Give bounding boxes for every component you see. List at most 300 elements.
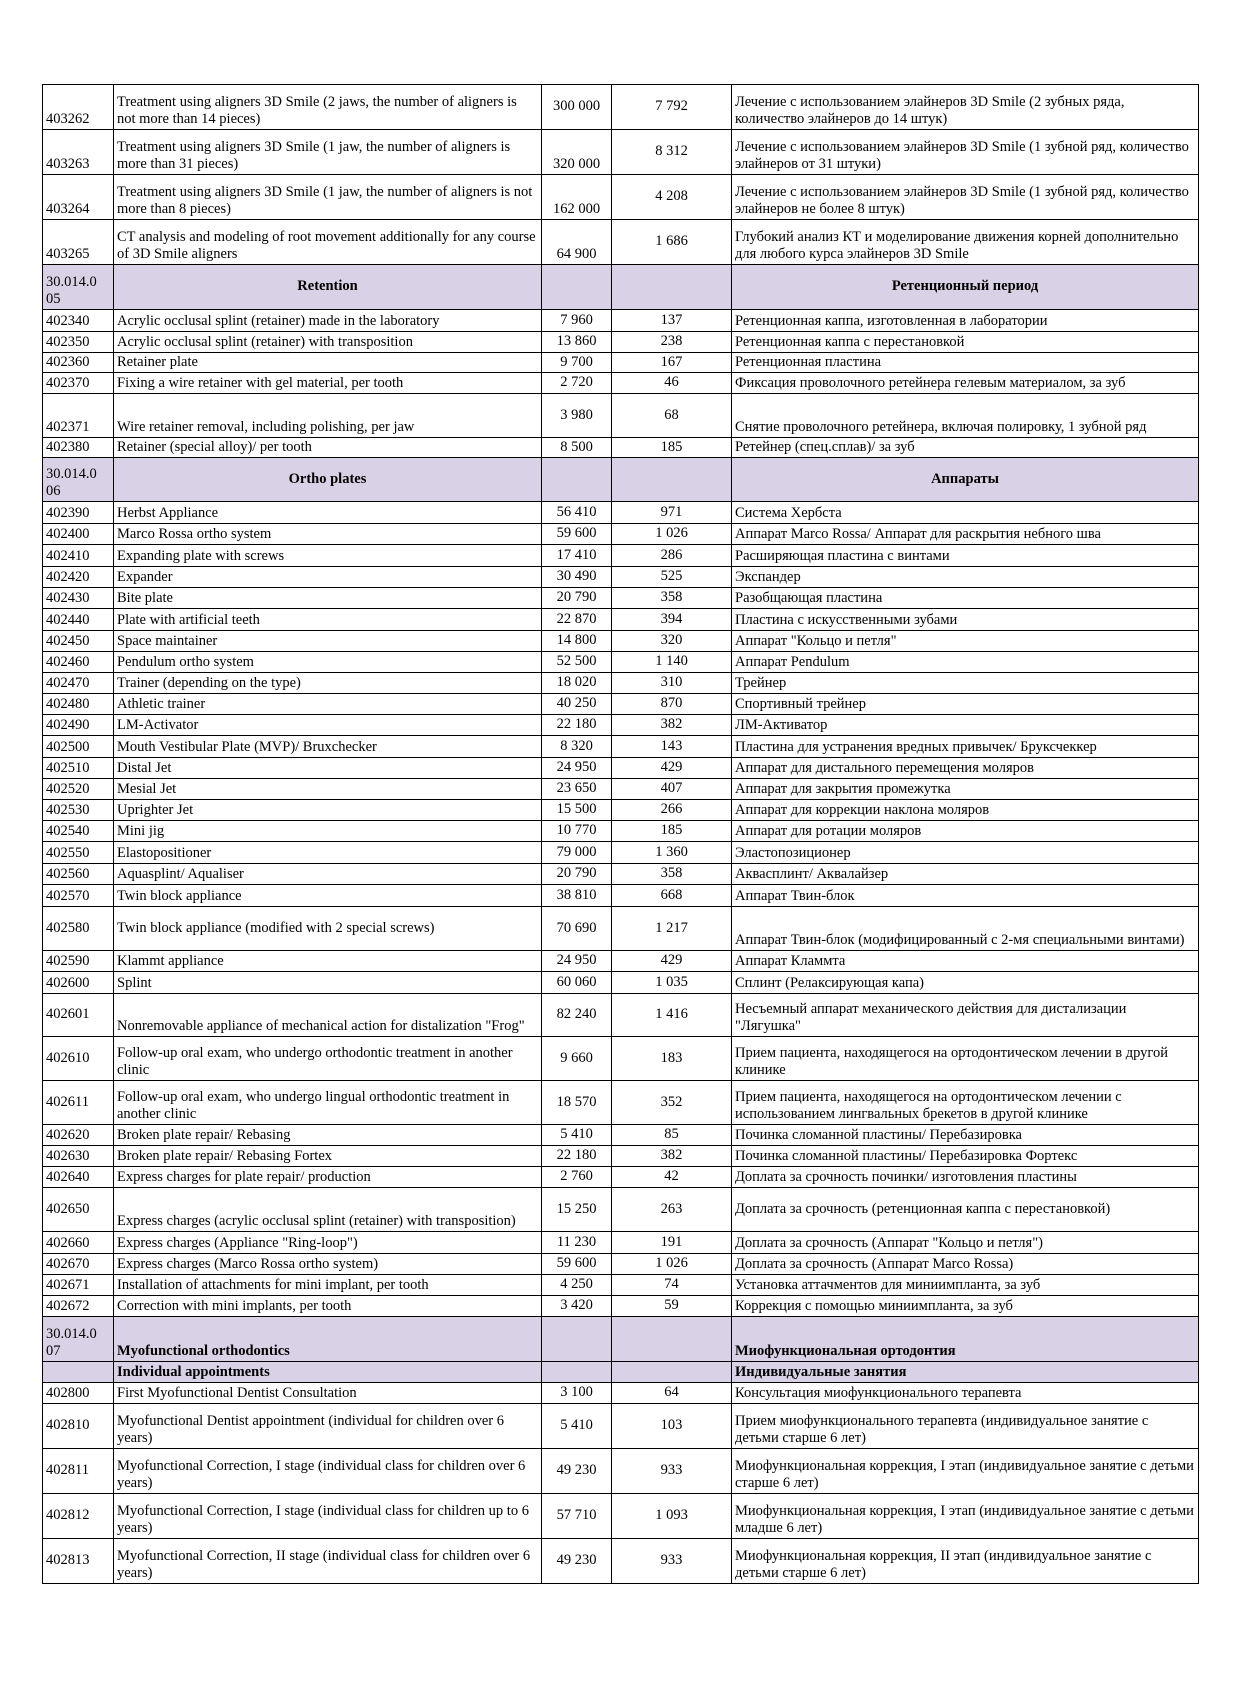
service-code-cell: 402410 xyxy=(43,545,114,567)
service-name-ru-cell: Аппарат Кламмта xyxy=(732,951,1199,972)
table-row xyxy=(43,1188,1199,1232)
service-code-cell: 402630 xyxy=(43,1146,114,1167)
table-row xyxy=(43,842,1199,864)
service-code-cell: 403265 xyxy=(43,220,114,265)
price-kzt-cell: 9 700 xyxy=(542,353,612,373)
service-name-en-cell: Herbst Appliance xyxy=(114,502,542,524)
service-name-ru-cell: Миофункциональная коррекция, I этап (индивидуальное занятие с детьми младше 6 лет) xyxy=(732,1494,1199,1539)
table-row xyxy=(43,394,1199,438)
price-kzt-cell: 24 950 xyxy=(542,758,612,779)
table-row xyxy=(43,588,1199,609)
table-row xyxy=(43,1232,1199,1254)
service-name-en-cell: Uprighter Jet xyxy=(114,800,542,821)
service-name-en-cell: Myofunctional Dentist appointment (individual for children over 6 years) xyxy=(114,1404,542,1449)
service-name-ru-cell: Трейнер xyxy=(732,673,1199,694)
service-name-ru-cell: Ретенционная пластина xyxy=(732,353,1199,373)
service-name-en-cell: Treatment using aligners 3D Smile (1 jaw, the number of aligners is more than 31 pieces) xyxy=(114,130,542,175)
price-usd-cell: 1 686 xyxy=(612,220,732,265)
service-code-cell: 402400 xyxy=(43,524,114,545)
service-code-cell: 402671 xyxy=(43,1275,114,1296)
price-usd-cell: 382 xyxy=(612,1146,732,1167)
price-kzt-cell: 10 770 xyxy=(542,821,612,842)
service-name-ru-cell: Аппарат для коррекции наклона моляров xyxy=(732,800,1199,821)
table-row xyxy=(43,972,1199,994)
price-kzt-cell: 60 060 xyxy=(542,972,612,994)
service-name-ru-cell: Ретенционная каппа с перестановкой xyxy=(732,332,1199,353)
service-name-ru-cell: Лечение с использованием элайнеров 3D Smile (1 зубной ряд, количество элайнеров от 31 штуки) xyxy=(732,130,1199,175)
table-row xyxy=(43,332,1199,353)
table-row xyxy=(43,758,1199,779)
table-row xyxy=(43,821,1199,842)
price-usd-cell: 407 xyxy=(612,779,732,800)
service-name-en-cell: Ortho plates xyxy=(114,458,542,502)
price-kzt-cell: 40 250 xyxy=(542,694,612,715)
price-usd-cell: 143 xyxy=(612,736,732,758)
price-usd-cell: 1 416 xyxy=(612,994,732,1037)
price-usd-cell xyxy=(612,265,732,310)
table-row xyxy=(43,1125,1199,1146)
price-usd-cell: 42 xyxy=(612,1167,732,1188)
service-code-cell: 402350 xyxy=(43,332,114,353)
service-name-en-cell: Athletic trainer xyxy=(114,694,542,715)
service-code-cell: 402530 xyxy=(43,800,114,821)
service-name-ru-cell: Несъемный аппарат механического действия для дистализации "Лягушка" xyxy=(732,994,1199,1037)
price-kzt-cell: 17 410 xyxy=(542,545,612,567)
service-code-cell: 402590 xyxy=(43,951,114,972)
table-row xyxy=(43,438,1199,458)
price-usd-cell: 394 xyxy=(612,609,732,631)
price-kzt-cell: 8 320 xyxy=(542,736,612,758)
service-name-ru-cell: Аппарат для дистального перемещения моляров xyxy=(732,758,1199,779)
price-usd-cell: 525 xyxy=(612,567,732,588)
price-kzt-cell: 20 790 xyxy=(542,864,612,885)
service-code-cell: 402380 xyxy=(43,438,114,458)
service-code-cell: 402813 xyxy=(43,1539,114,1584)
service-name-en-cell: Express charges for plate repair/ production xyxy=(114,1167,542,1188)
service-name-en-cell: Treatment using aligners 3D Smile (1 jaw, the number of aligners is not more than 8 pieces) xyxy=(114,175,542,220)
service-name-ru-cell: Снятие проволочного ретейнера, включая полировку, 1 зубной ряд xyxy=(732,394,1199,438)
price-usd-cell: 429 xyxy=(612,951,732,972)
price-kzt-cell: 57 710 xyxy=(542,1494,612,1539)
price-usd-cell: 933 xyxy=(612,1539,732,1584)
service-code-cell: 402812 xyxy=(43,1494,114,1539)
service-code-cell: 402610 xyxy=(43,1037,114,1081)
service-code-cell: 402540 xyxy=(43,821,114,842)
price-kzt-cell: 4 250 xyxy=(542,1275,612,1296)
service-name-en-cell: LM-Activator xyxy=(114,715,542,736)
service-name-ru-cell: Доплата за срочность (Аппарат "Кольцо и петля") xyxy=(732,1232,1199,1254)
price-kzt-cell: 49 230 xyxy=(542,1539,612,1584)
service-name-en-cell: Express charges (Appliance "Ring-loop") xyxy=(114,1232,542,1254)
service-name-en-cell: Marco Rossa ortho system xyxy=(114,524,542,545)
service-code-cell: 402560 xyxy=(43,864,114,885)
price-usd-cell: 185 xyxy=(612,438,732,458)
service-name-ru-cell: Аппарат Твин-блок xyxy=(732,885,1199,907)
table-row xyxy=(43,85,1199,130)
service-code-cell: 402430 xyxy=(43,588,114,609)
service-name-ru-cell: Доплата за срочность (ретенционная каппа с перестановкой) xyxy=(732,1188,1199,1232)
service-code-cell: 402810 xyxy=(43,1404,114,1449)
price-kzt-cell: 18 570 xyxy=(542,1081,612,1125)
service-name-en-cell: Follow-up oral exam, who undergo lingual orthodontic treatment in another clinic xyxy=(114,1081,542,1125)
service-name-ru-cell: Расширяющая пластина с винтами xyxy=(732,545,1199,567)
service-name-en-cell: Myofunctional Correction, I stage (individual class for children up to 6 years) xyxy=(114,1494,542,1539)
service-code-cell: 402601 xyxy=(43,994,114,1037)
service-code-cell: 402440 xyxy=(43,609,114,631)
service-name-ru-cell: Ретенционная каппа, изготовленная в лаборатории xyxy=(732,310,1199,332)
service-name-ru-cell: Коррекция с помощью миниимпланта, за зуб xyxy=(732,1296,1199,1317)
table-row xyxy=(43,994,1199,1037)
price-usd-cell: 191 xyxy=(612,1232,732,1254)
price-usd-cell: 68 xyxy=(612,394,732,438)
price-kzt-cell: 5 410 xyxy=(542,1404,612,1449)
price-kzt-cell: 22 870 xyxy=(542,609,612,631)
service-code-cell: 402480 xyxy=(43,694,114,715)
price-kzt-cell: 59 600 xyxy=(542,524,612,545)
service-name-ru-cell: Аппарат "Кольцо и петля" xyxy=(732,631,1199,652)
price-usd-cell: 8 312 xyxy=(612,130,732,175)
table-row xyxy=(43,1081,1199,1125)
service-code-cell: 402811 xyxy=(43,1449,114,1494)
price-kzt-cell: 9 660 xyxy=(542,1037,612,1081)
service-name-en-cell: Bite plate xyxy=(114,588,542,609)
table-row xyxy=(43,800,1199,821)
price-kzt-cell xyxy=(542,265,612,310)
price-kzt-cell: 20 790 xyxy=(542,588,612,609)
price-usd-cell: 137 xyxy=(612,310,732,332)
service-code-cell: 402570 xyxy=(43,885,114,907)
service-name-en-cell: Installation of attachments for mini implant, per tooth xyxy=(114,1275,542,1296)
service-name-ru-cell: Аппарат для ротации моляров xyxy=(732,821,1199,842)
service-name-en-cell: Myofunctional orthodontics xyxy=(114,1317,542,1362)
table-row xyxy=(43,220,1199,265)
service-name-ru-cell: Прием пациента, находящегося на ортодонтическом лечении в другой клинике xyxy=(732,1037,1199,1081)
service-code-cell: 402390 xyxy=(43,502,114,524)
service-name-ru-cell: Починка сломанной пластины/ Перебазировка xyxy=(732,1125,1199,1146)
service-name-ru-cell: Починка сломанной пластины/ Перебазировка Фортекс xyxy=(732,1146,1199,1167)
service-name-en-cell: Express charges (acrylic occlusal splint (retainer) with transposition) xyxy=(114,1188,542,1232)
price-usd-cell: 1 217 xyxy=(612,907,732,951)
service-code-cell: 30.014.0 06 xyxy=(43,458,114,502)
table-row xyxy=(43,736,1199,758)
service-name-en-cell: Klammt appliance xyxy=(114,951,542,972)
service-name-en-cell: Fixing a wire retainer with gel material, per tooth xyxy=(114,373,542,394)
service-code-cell: 402340 xyxy=(43,310,114,332)
price-usd-cell: 358 xyxy=(612,588,732,609)
price-usd-cell: 933 xyxy=(612,1449,732,1494)
table-row xyxy=(43,1254,1199,1275)
service-name-ru-cell: Система Хербста xyxy=(732,502,1199,524)
section-row xyxy=(43,265,1199,310)
service-code-cell: 402370 xyxy=(43,373,114,394)
service-code-cell: 402660 xyxy=(43,1232,114,1254)
service-code-cell: 402650 xyxy=(43,1188,114,1232)
price-kzt-cell: 2 760 xyxy=(542,1167,612,1188)
table-row xyxy=(43,1383,1199,1404)
table-row xyxy=(43,652,1199,673)
price-usd-cell: 382 xyxy=(612,715,732,736)
service-name-en-cell: Space maintainer xyxy=(114,631,542,652)
service-code-cell: 402371 xyxy=(43,394,114,438)
service-code-cell: 402470 xyxy=(43,673,114,694)
price-usd-cell: 286 xyxy=(612,545,732,567)
price-usd-cell: 4 208 xyxy=(612,175,732,220)
price-usd-cell: 46 xyxy=(612,373,732,394)
service-name-ru-cell: Разобщающая пластина xyxy=(732,588,1199,609)
price-kzt-cell: 300 000 xyxy=(542,85,612,130)
service-name-ru-cell: Аппарат Твин-блок (модифицированный с 2-мя специальными винтами) xyxy=(732,907,1199,951)
price-kzt-cell: 56 410 xyxy=(542,502,612,524)
price-usd-cell: 7 792 xyxy=(612,85,732,130)
service-code-cell: 402600 xyxy=(43,972,114,994)
service-name-ru-cell: Фиксация проволочного ретейнера гелевым материалом, за зуб xyxy=(732,373,1199,394)
service-name-en-cell: Splint xyxy=(114,972,542,994)
service-name-en-cell: Distal Jet xyxy=(114,758,542,779)
service-code-cell: 403263 xyxy=(43,130,114,175)
price-kzt-cell: 3 420 xyxy=(542,1296,612,1317)
price-usd-cell xyxy=(612,458,732,502)
price-usd-cell: 238 xyxy=(612,332,732,353)
service-name-en-cell: Broken plate repair/ Rebasing xyxy=(114,1125,542,1146)
price-kzt-cell: 23 650 xyxy=(542,779,612,800)
table-row xyxy=(43,609,1199,631)
price-kzt-cell xyxy=(542,1362,612,1383)
service-code-cell: 30.014.0 05 xyxy=(43,265,114,310)
service-code-cell: 402420 xyxy=(43,567,114,588)
service-name-ru-cell: Глубокий анализ КТ и моделирование движения корней дополнительно для любого курса элайнеров 3D Smile xyxy=(732,220,1199,265)
service-code-cell: 402520 xyxy=(43,779,114,800)
price-usd-cell: 266 xyxy=(612,800,732,821)
service-name-ru-cell: Экспандер xyxy=(732,567,1199,588)
service-name-ru-cell: Консультация миофункционального терапевта xyxy=(732,1383,1199,1404)
price-usd-cell: 74 xyxy=(612,1275,732,1296)
price-usd-cell: 1 140 xyxy=(612,652,732,673)
price-kzt-cell: 11 230 xyxy=(542,1232,612,1254)
price-usd-cell: 59 xyxy=(612,1296,732,1317)
service-name-ru-cell: Миофункциональная коррекция, I этап (индивидуальное занятие с детьми старше 6 лет) xyxy=(732,1449,1199,1494)
service-name-en-cell: Follow-up oral exam, who undergo orthodontic treatment in another clinic xyxy=(114,1037,542,1081)
table-row xyxy=(43,1449,1199,1494)
service-name-en-cell: Twin block appliance xyxy=(114,885,542,907)
service-code-cell: 403262 xyxy=(43,85,114,130)
price-kzt-cell: 13 860 xyxy=(542,332,612,353)
price-kzt-cell: 5 410 xyxy=(542,1125,612,1146)
table-row xyxy=(43,951,1199,972)
service-name-ru-cell: Аппарат для закрытия промежутка xyxy=(732,779,1199,800)
section-row xyxy=(43,1362,1199,1383)
service-name-ru-cell: Ретенционный период xyxy=(732,265,1199,310)
table-row xyxy=(43,373,1199,394)
table-row xyxy=(43,1146,1199,1167)
service-name-en-cell: Myofunctional Correction, II stage (individual class for children over 6 years) xyxy=(114,1539,542,1584)
service-name-en-cell: Expanding plate with screws xyxy=(114,545,542,567)
service-name-ru-cell: Индивидуальные занятия xyxy=(732,1362,1199,1383)
table-row xyxy=(43,673,1199,694)
service-code-cell: 402360 xyxy=(43,353,114,373)
service-name-ru-cell: Доплата за срочность (Аппарат Marco Rossa) xyxy=(732,1254,1199,1275)
service-name-ru-cell: Пластина для устранения вредных привычек/ Бруксчеккер xyxy=(732,736,1199,758)
table-row xyxy=(43,1296,1199,1317)
service-name-en-cell: Trainer (depending on the type) xyxy=(114,673,542,694)
price-usd-cell: 85 xyxy=(612,1125,732,1146)
table-row xyxy=(43,631,1199,652)
service-name-ru-cell: Доплата за срочность починки/ изготовления пластины xyxy=(732,1167,1199,1188)
service-name-en-cell: Mini jig xyxy=(114,821,542,842)
price-usd-cell: 103 xyxy=(612,1404,732,1449)
service-code-cell: 402490 xyxy=(43,715,114,736)
price-kzt-cell xyxy=(542,1317,612,1362)
service-code-cell: 402580 xyxy=(43,907,114,951)
service-name-ru-cell: Лечение с использованием элайнеров 3D Smile (1 зубной ряд, количество элайнеров не более 8 штук) xyxy=(732,175,1199,220)
service-name-en-cell: Treatment using aligners 3D Smile (2 jaws, the number of aligners is not more than 14 pieces) xyxy=(114,85,542,130)
service-name-en-cell: Expander xyxy=(114,567,542,588)
service-name-en-cell: Wire retainer removal, including polishing, per jaw xyxy=(114,394,542,438)
service-name-ru-cell: Прием пациента, находящегося на ортодонтическом лечении с использованием лингвальных брекетов в другой клинике xyxy=(732,1081,1199,1125)
price-list-table xyxy=(42,84,1199,1584)
table-row xyxy=(43,130,1199,175)
service-name-ru-cell: Лечение с использованием элайнеров 3D Smile (2 зубных ряда, количество элайнеров до 14 штук) xyxy=(732,85,1199,130)
service-name-en-cell: Pendulum ortho system xyxy=(114,652,542,673)
price-usd-cell: 1 093 xyxy=(612,1494,732,1539)
table-row xyxy=(43,353,1199,373)
table-row xyxy=(43,1167,1199,1188)
service-name-ru-cell: Аппарат Marco Rossa/ Аппарат для раскрытия небного шва xyxy=(732,524,1199,545)
price-kzt-cell: 30 490 xyxy=(542,567,612,588)
price-kzt-cell: 3 100 xyxy=(542,1383,612,1404)
service-name-ru-cell: Сплинт (Релаксирующая капа) xyxy=(732,972,1199,994)
service-code-cell: 402672 xyxy=(43,1296,114,1317)
price-kzt-cell: 22 180 xyxy=(542,1146,612,1167)
service-code-cell: 402500 xyxy=(43,736,114,758)
table-row xyxy=(43,524,1199,545)
price-usd-cell xyxy=(612,1317,732,1362)
service-name-en-cell: Individual appointments xyxy=(114,1362,542,1383)
price-kzt-cell: 49 230 xyxy=(542,1449,612,1494)
service-name-en-cell: Myofunctional Correction, I stage (individual class for children over 6 years) xyxy=(114,1449,542,1494)
price-usd-cell: 183 xyxy=(612,1037,732,1081)
service-name-en-cell: Correction with mini implants, per tooth xyxy=(114,1296,542,1317)
service-name-en-cell: Mouth Vestibular Plate (MVP)/ Bruxchecker xyxy=(114,736,542,758)
price-kzt-cell: 22 180 xyxy=(542,715,612,736)
table-row xyxy=(43,885,1199,907)
service-code-cell: 402800 xyxy=(43,1383,114,1404)
service-name-en-cell: Elastopositioner xyxy=(114,842,542,864)
service-name-en-cell: Acrylic occlusal splint (retainer) made in the laboratory xyxy=(114,310,542,332)
table-row xyxy=(43,545,1199,567)
table-row xyxy=(43,715,1199,736)
service-name-en-cell: Acrylic occlusal splint (retainer) with transposition xyxy=(114,332,542,353)
price-kzt-cell: 79 000 xyxy=(542,842,612,864)
table-row xyxy=(43,864,1199,885)
price-usd-cell: 870 xyxy=(612,694,732,715)
price-usd-cell: 1 360 xyxy=(612,842,732,864)
service-name-ru-cell: Ретейнер (спец.сплав)/ за зуб xyxy=(732,438,1199,458)
service-code-cell: 402460 xyxy=(43,652,114,673)
service-name-en-cell: Nonremovable appliance of mechanical action for distalization "Frog" xyxy=(114,994,542,1037)
section-row xyxy=(43,458,1199,502)
price-usd-cell: 310 xyxy=(612,673,732,694)
service-code-cell: 402670 xyxy=(43,1254,114,1275)
table-row xyxy=(43,907,1199,951)
service-name-ru-cell: Миофункциональная коррекция, II этап (индивидуальное занятие с детьми старше 6 лет) xyxy=(732,1539,1199,1584)
price-kzt-cell xyxy=(542,458,612,502)
table-row xyxy=(43,1037,1199,1081)
price-usd-cell: 263 xyxy=(612,1188,732,1232)
price-list-body xyxy=(43,85,1199,1584)
price-kzt-cell: 18 020 xyxy=(542,673,612,694)
table-row xyxy=(43,310,1199,332)
service-name-ru-cell: ЛМ-Активатор xyxy=(732,715,1199,736)
price-kzt-cell: 70 690 xyxy=(542,907,612,951)
price-usd-cell: 668 xyxy=(612,885,732,907)
price-kzt-cell: 15 500 xyxy=(542,800,612,821)
price-usd-cell: 429 xyxy=(612,758,732,779)
service-code-cell: 402550 xyxy=(43,842,114,864)
price-usd-cell: 352 xyxy=(612,1081,732,1125)
service-name-ru-cell: Миофункциональная ортодонтия xyxy=(732,1317,1199,1362)
table-row xyxy=(43,1275,1199,1296)
price-kzt-cell: 3 980 xyxy=(542,394,612,438)
price-usd-cell: 1 026 xyxy=(612,524,732,545)
service-code-cell: 402450 xyxy=(43,631,114,652)
price-usd-cell: 1 026 xyxy=(612,1254,732,1275)
table-row xyxy=(43,779,1199,800)
table-row xyxy=(43,1494,1199,1539)
price-usd-cell: 320 xyxy=(612,631,732,652)
service-code-cell: 402510 xyxy=(43,758,114,779)
service-name-en-cell: Retainer (special alloy)/ per tooth xyxy=(114,438,542,458)
service-code-cell: 403264 xyxy=(43,175,114,220)
service-name-en-cell: Retention xyxy=(114,265,542,310)
service-name-en-cell: Broken plate repair/ Rebasing Fortex xyxy=(114,1146,542,1167)
service-code-cell: 402620 xyxy=(43,1125,114,1146)
service-name-en-cell: CT analysis and modeling of root movement additionally for any course of 3D Smile aligners xyxy=(114,220,542,265)
service-name-ru-cell: Аппарат Pendulum xyxy=(732,652,1199,673)
price-kzt-cell: 14 800 xyxy=(542,631,612,652)
service-name-en-cell: Aquasplint/ Aqualiser xyxy=(114,864,542,885)
service-name-en-cell: Express charges (Marco Rossa ortho system) xyxy=(114,1254,542,1275)
service-name-ru-cell: Пластина с искусственными зубами xyxy=(732,609,1199,631)
price-kzt-cell: 24 950 xyxy=(542,951,612,972)
price-kzt-cell: 59 600 xyxy=(542,1254,612,1275)
price-usd-cell: 971 xyxy=(612,502,732,524)
price-kzt-cell: 38 810 xyxy=(542,885,612,907)
price-kzt-cell: 52 500 xyxy=(542,652,612,673)
table-row xyxy=(43,694,1199,715)
service-name-en-cell: Plate with artificial teeth xyxy=(114,609,542,631)
table-row xyxy=(43,502,1199,524)
price-usd-cell: 185 xyxy=(612,821,732,842)
service-name-en-cell: Twin block appliance (modified with 2 special screws) xyxy=(114,907,542,951)
price-usd-cell xyxy=(612,1362,732,1383)
service-name-ru-cell: Спортивный трейнер xyxy=(732,694,1199,715)
service-name-en-cell: First Myofunctional Dentist Consultation xyxy=(114,1383,542,1404)
service-code-cell: 30.014.0 07 xyxy=(43,1317,114,1362)
price-kzt-cell: 8 500 xyxy=(542,438,612,458)
price-kzt-cell: 82 240 xyxy=(542,994,612,1037)
service-code-cell xyxy=(43,1362,114,1383)
service-name-ru-cell: Установка аттачментов для миниимпланта, за зуб xyxy=(732,1275,1199,1296)
table-row xyxy=(43,1539,1199,1584)
service-name-ru-cell: Эластопозиционер xyxy=(732,842,1199,864)
price-kzt-cell: 320 000 xyxy=(542,130,612,175)
price-usd-cell: 167 xyxy=(612,353,732,373)
price-kzt-cell: 64 900 xyxy=(542,220,612,265)
service-code-cell: 402640 xyxy=(43,1167,114,1188)
service-name-ru-cell: Прием миофункционального терапевта (индивидуальное занятие с детьми старше 6 лет) xyxy=(732,1404,1199,1449)
price-kzt-cell: 7 960 xyxy=(542,310,612,332)
service-name-en-cell: Mesial Jet xyxy=(114,779,542,800)
